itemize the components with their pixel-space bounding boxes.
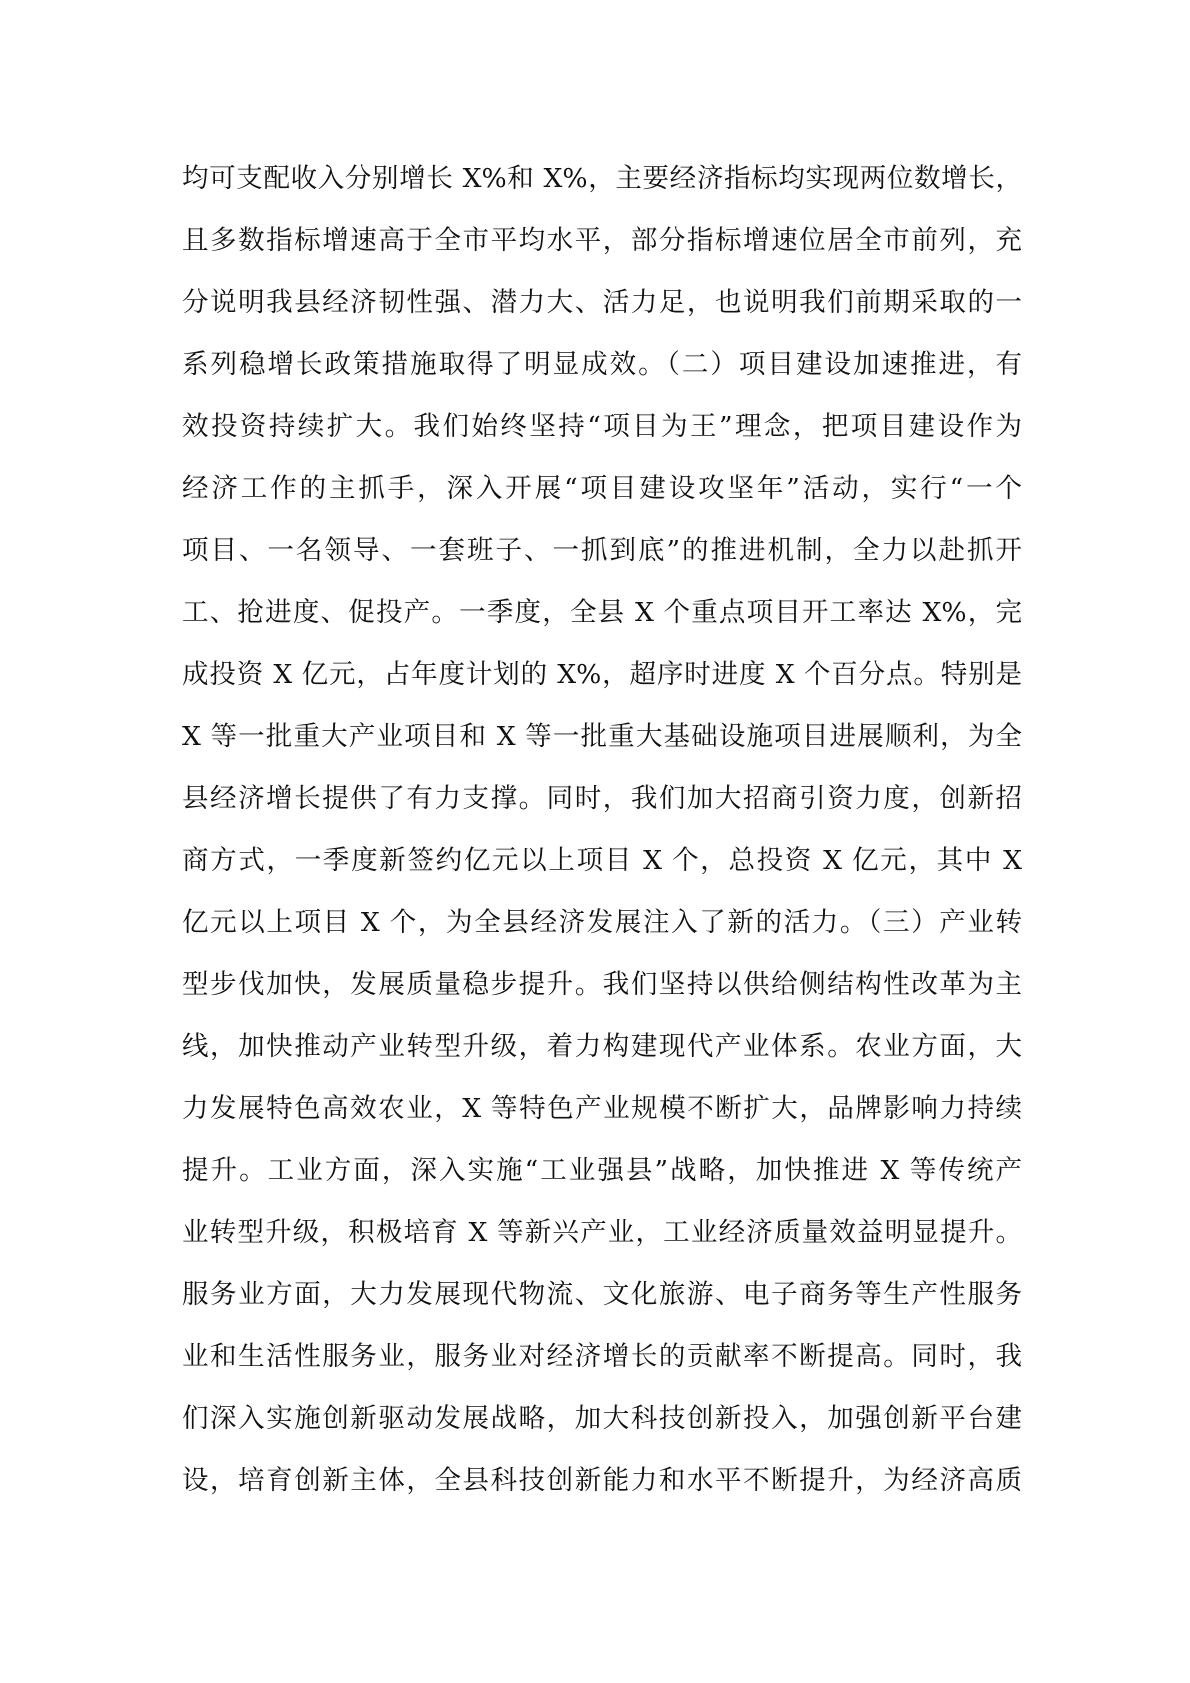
text-line: 效投资持续扩大。我们始终坚持“项目为王”理念，把项目建设作为 bbox=[182, 411, 1022, 442]
text-line: 服务业方面，大力发展现代物流、文化旅游、电子商务等生产性服务 bbox=[182, 1279, 1022, 1310]
text-line: 设，培育创新主体，全县科技创新能力和水平不断提升，为经济高质 bbox=[182, 1465, 1022, 1496]
text-line: 且多数指标增速高于全市平均水平，部分指标增速位居全市前列，充 bbox=[182, 225, 1022, 256]
text-line: 型步伐加快，发展质量稳步提升。我们坚持以供给侧结构性改革为主 bbox=[182, 969, 1022, 1000]
text-line: X 等一批重大产业项目和 X 等一批重大基础设施项目进展顺利，为全 bbox=[182, 721, 1022, 752]
text-line: 经济工作的主抓手，深入开展“项目建设攻坚年”活动，实行“一个 bbox=[182, 473, 1022, 504]
text-line: 线，加快推动产业转型升级，着力构建现代产业体系。农业方面，大 bbox=[182, 1031, 1022, 1062]
text-line: 工、抢进度、促投产。一季度，全县 X 个重点项目开工率达 X%，完 bbox=[182, 597, 1022, 628]
text-line: 分说明我县经济韧性强、潜力大、活力足，也说明我们前期采取的一 bbox=[182, 287, 1022, 318]
text-line: 商方式，一季度新签约亿元以上项目 X 个，总投资 X 亿元，其中 X bbox=[182, 845, 1022, 876]
text-line: 业和生活性服务业，服务业对经济增长的贡献率不断提高。同时，我 bbox=[182, 1341, 1022, 1372]
text-line: 力发展特色高效农业，X 等特色产业规模不断扩大，品牌影响力持续 bbox=[182, 1093, 1022, 1124]
text-line: 项目、一名领导、一套班子、一抓到底”的推进机制，全力以赴抓开 bbox=[182, 535, 1022, 566]
text-line: 成投资 X 亿元，占年度计划的 X%，超序时进度 X 个百分点。特别是 bbox=[182, 659, 1022, 690]
text-line: 县经济增长提供了有力支撑。同时，我们加大招商引资力度，创新招 bbox=[182, 783, 1022, 814]
text-line: 系列稳增长政策措施取得了明显成效。（二）项目建设加速推进，有 bbox=[182, 349, 1022, 380]
text-line: 提升。工业方面，深入实施“工业强县”战略，加快推进 X 等传统产 bbox=[182, 1155, 1022, 1186]
text-line: 业转型升级，积极培育 X 等新兴产业，工业经济质量效益明显提升。 bbox=[182, 1217, 1022, 1248]
text-line: 亿元以上项目 X 个，为全县经济发展注入了新的活力。（三）产业转 bbox=[182, 907, 1022, 938]
text-line: 们深入实施创新驱动发展战略，加大科技创新投入，加强创新平台建 bbox=[182, 1403, 1022, 1434]
text-line: 均可支配收入分别增长 X%和 X%，主要经济指标均实现两位数增长， bbox=[182, 163, 1022, 194]
body-text bbox=[182, 148, 1022, 1512]
